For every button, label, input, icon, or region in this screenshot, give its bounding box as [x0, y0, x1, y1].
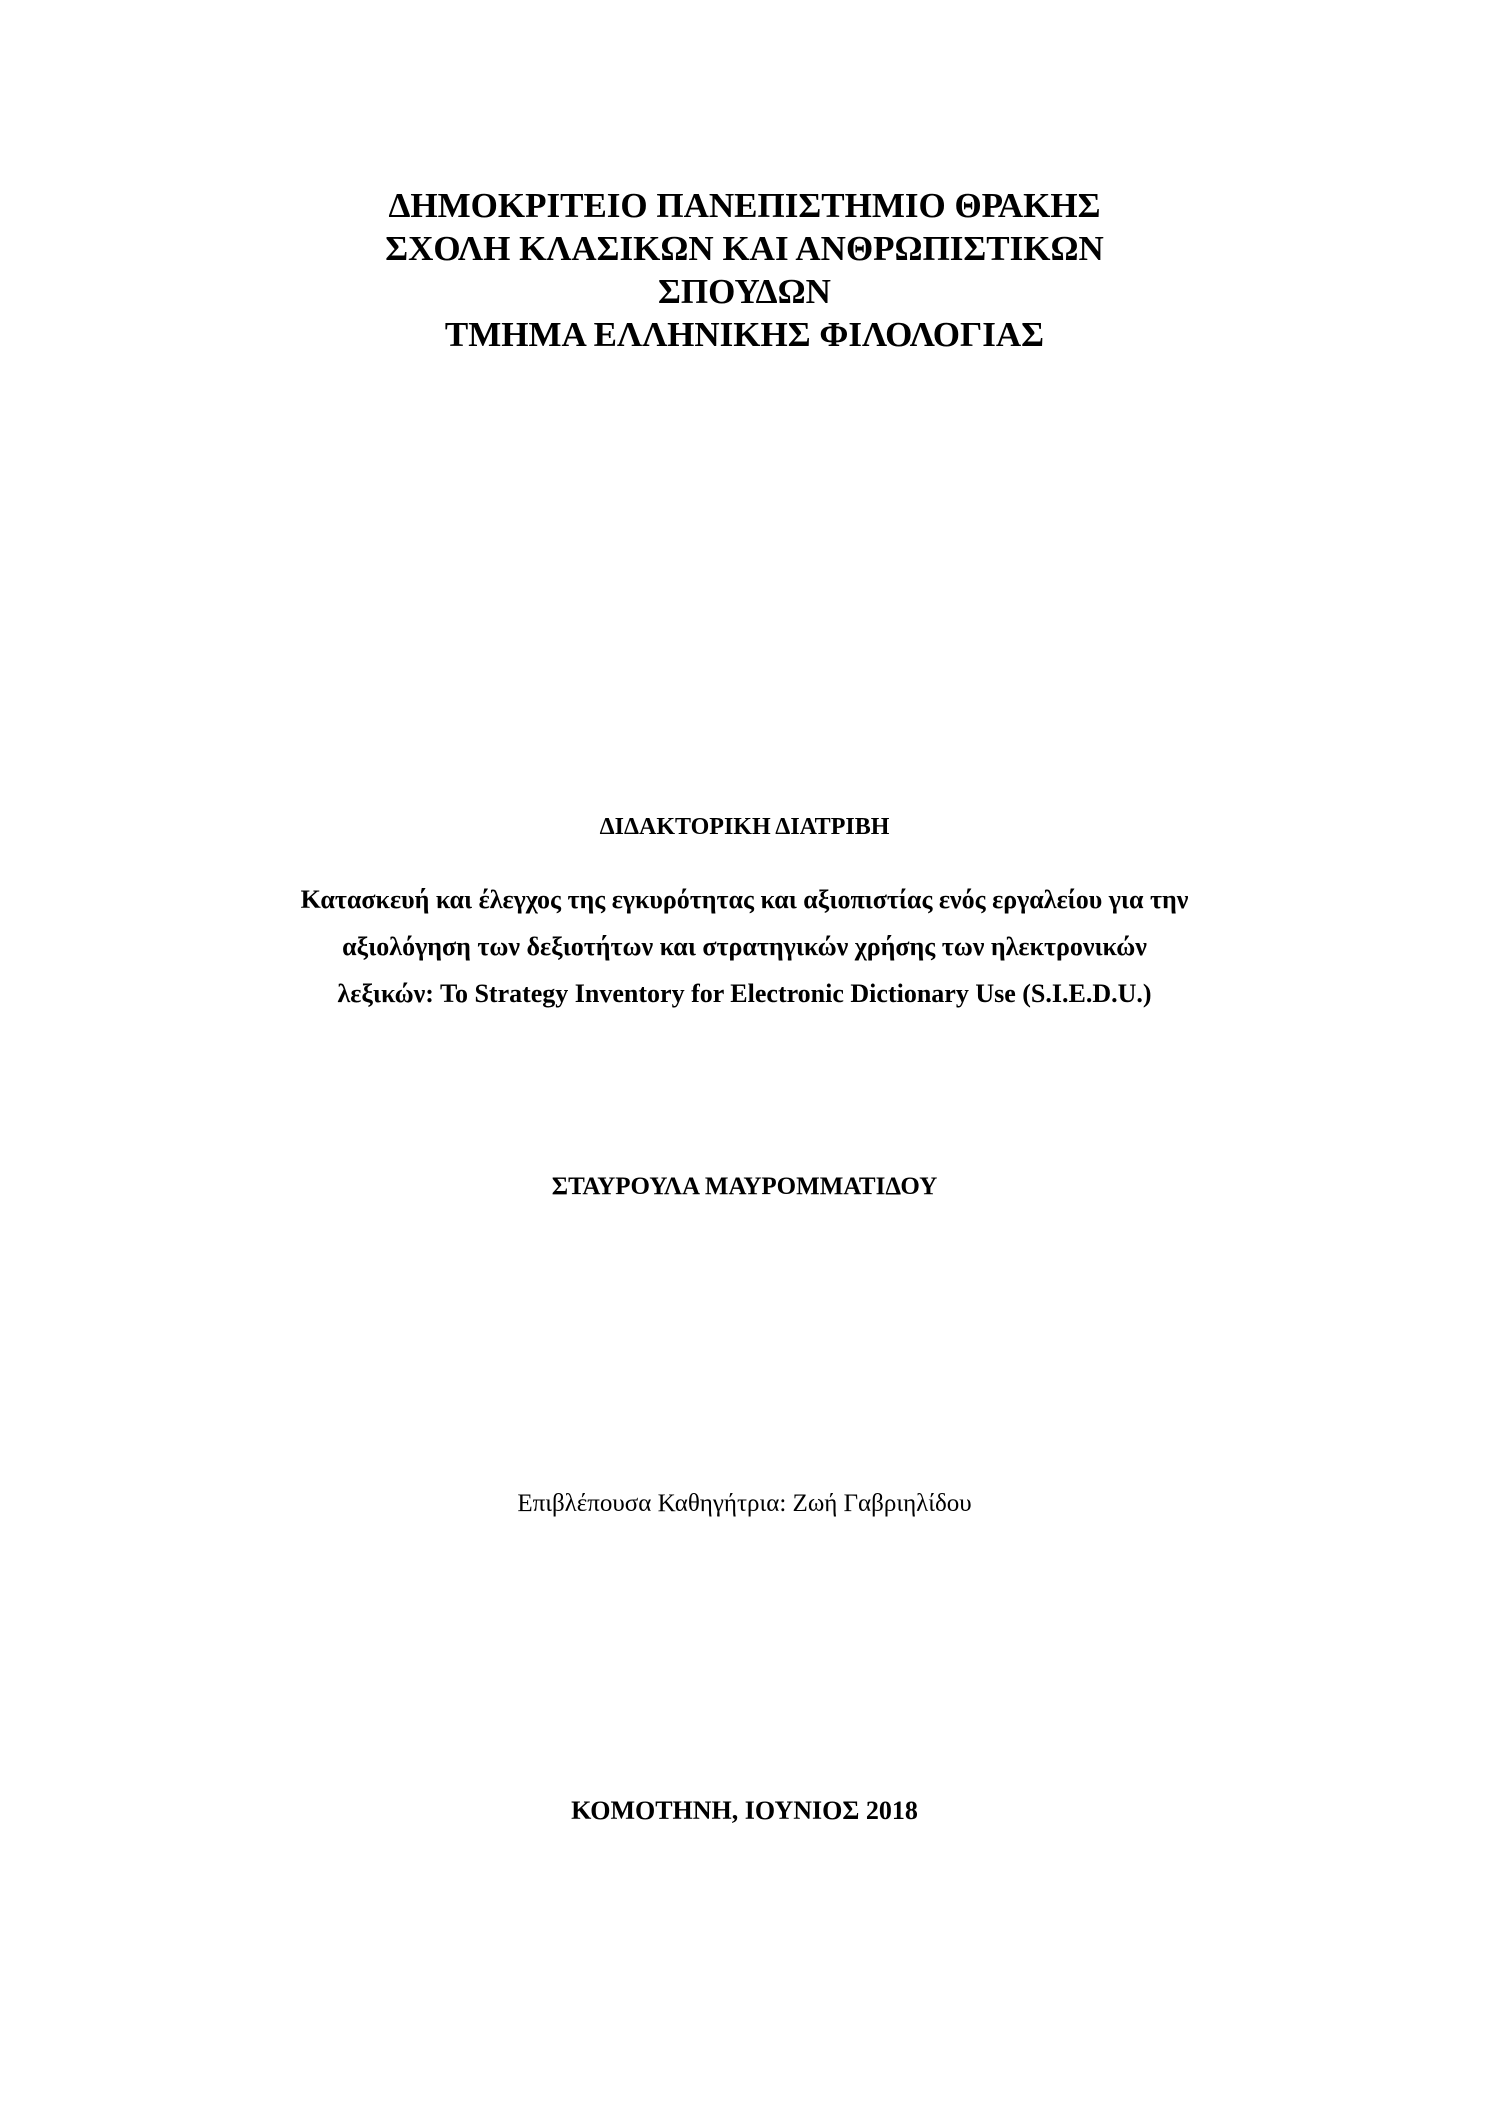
university-name: ΔΗΜΟΚΡΙΤΕΙΟ ΠΑΝΕΠΙΣΤΗΜΙΟ ΘΡΑΚΗΣ — [388, 186, 1101, 225]
supervisor: Επιβλέπουσα Καθηγήτρια: Ζωή Γαβριηλίδου — [517, 1490, 972, 1517]
department-name: ΤΜΗΜΑ ΕΛΛΗΝΙΚΗΣ ΦΙΛΟΛΟΓΙΑΣ — [444, 315, 1045, 354]
document-type: ΔΙΔΑΚΤΟΡΙΚΗ ΔΙΑΤΡΙΒΗ — [599, 814, 890, 840]
author-name: ΣΤΑΥΡΟΥΛΑ ΜΑΥΡΟΜΜΑΤΙΔΟΥ — [551, 1173, 938, 1200]
thesis-title-line-3: λεξικών: Το Strategy Inventory for Electronic Dictionary Use (S.I.E.D.U.) — [337, 979, 1152, 1008]
thesis-title-line-2: αξιολόγηση των δεξιοτήτων και στρατηγικών χρήσης των ηλεκτρονικών — [342, 932, 1147, 961]
thesis-title-line-1: Κατασκευή και έλεγχος της εγκυρότητας και αξιοπιστίας ενός εργαλείου για την — [300, 885, 1189, 914]
school-name-line-2: ΣΠΟΥΔΩΝ — [658, 272, 831, 311]
school-name-line-1: ΣΧΟΛΗ ΚΛΑΣΙΚΩΝ ΚΑΙ ΑΝΘΡΩΠΙΣΤΙΚΩΝ — [385, 229, 1104, 268]
thesis-title — [0, 876, 1489, 1017]
place-date: ΚΟΜΟΤΗΝΗ, ΙΟΥΝΙΟΣ 2018 — [571, 1796, 918, 1825]
university-header — [0, 184, 1489, 356]
